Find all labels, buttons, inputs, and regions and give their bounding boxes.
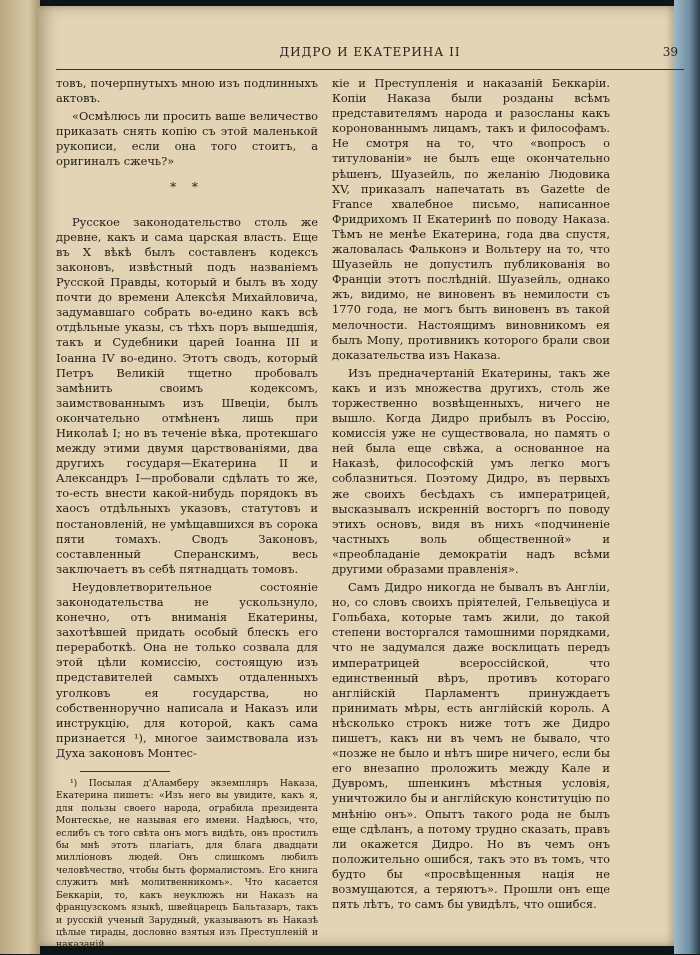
page-header: [56, 45, 684, 70]
page-number: 39: [662, 45, 678, 59]
paragraph: кіе и Преступленія и наказаній Беккаріи. Копіи Наказа были розданы всѣмъ представителямъ народа и разосланы какъ коронованнымъ лицамъ, такъ и философамъ. Не смотря на то, что «вопросъ о титулованіи» не былъ еще окончательно рѣшенъ, Шуазейль, по желанію Людовика XV, приказалъ напечатать въ Gazette de France хвалебное письмо, написанное Фридрихомъ II Екатеринѣ по поводу Наказа. Тѣмъ не менѣе Екатерина, года два спустя, жаловалась Фальконэ и Вольтеру на то, что Шуазейль не допустилъ публикованія во Франціи этотъ послѣдній. Шуазейль, однако жъ, видимо, не виновенъ въ немилости съ 1770 года, не могъ быть виновенъ въ такой мелочности. Настоящимъ виновникомъ ея былъ Мопу, противникъ которого брали свои доказательства изъ Наказа.: [332, 76, 610, 362]
footnote-rule: [80, 771, 170, 772]
paragraph: Русское законодательство столь же древне, какъ и сама царская власть. Еще въ X вѣкѣ былъ составленъ кодексъ законовъ, извѣстный подъ названіемъ Русской Правды, который и былъ въ ходу почти до времени Алексѣя Михайловича, задумавшаго собрать во-едино какъ всѣ отдѣльные указы, съ тѣхъ поръ вышедшія, такъ и Судебники царей Іоанна III и Іоанна IV во-едино. Этотъ сводъ, который Петръ Великій тщетно пробовалъ замѣнить своимъ кодексомъ, заимствованнымъ изъ Швеціи, былъ окончательно отмѣненъ лишь при Николаѣ I; но въ теченіе вѣка, протекшаго между этими двумя царствованіями, два другихъ государя—Екатерина II и Александръ I—пробовали сдѣлать то же, то-есть внести какой-нибудь порядокъ въ хаосъ отдѣльныхъ указовъ, статутовъ и постановленій, не умѣщавшихся въ сорока пяти томахъ. Сводъ Законовъ, составленный Сперанскимъ, весь заключаетъ въ себѣ пятнадцать томовъ.: [56, 214, 318, 576]
paragraph: Самъ Дидро никогда не бывалъ въ Англіи, но, со словъ своихъ пріятелей, Гельвеціуса и Гольбаха, которые тамъ жили, до такой степени восторгался тамошними порядками, что не задумался даже восклицать передъ императрицей всероссійской, что единственный вѣръ, противъ котораго англійскій Парламентъ принуждаетъ принимать мѣры, есть англійскій король. А нѣсколько строкъ ниже тотъ же Дидро пишетъ, какъ ни въ чемъ не бывало, что «позже не было и нѣтъ шире ничего, если бы его внезапно проложить между Кале и Дувромъ, шпенкинъ мѣстныя условія, уничтожило бы и англійскую конституцію по мнѣнію онъ». Опытъ такого рода не былъ еще сдѣланъ, а потому трудно сказать, правъ ли окажется Дидро. Но въ чемъ онъ положительно ошибся, такъ это въ томъ, что будто бы «просвѣщенныя нація не возмущаются, а теряютъ». Прошли онъ еще пять лѣтъ, то самъ бы увидѣлъ, что ошибся.: [332, 580, 610, 912]
paragraph: товъ, почерпнутыхъ мною изъ подлинныхъ актовъ.: [56, 76, 318, 106]
footnote: ¹) Посылая д'Аламберу экземпляръ Наказа, Екатерина пишетъ: «Изъ него вы увидите, какъ я, для пользы своего народа, ограбила президента Монтескье, не называя его имени. Надѣюсь, что, еслибъ съ того свѣта онъ могъ видѣть, онъ простилъ бы мнѣ этотъ плагіатъ, для блага двадцати милліоновъ людей. Онъ слишкомъ любилъ человѣчество, чтобы быть формалистомъ. Его книга служитъ мнѣ молитвенникомъ». Что касается Беккаріи, то, какъ неуклюжъ ни Наказъ на французскомъ языкѣ, швейцарецъ Бальтазаръ, такъ и русскій ученый Зарудный, указываютъ въ Наказѣ цѣлые тирады, дословно взятыя изъ Преступленій и наказаній.: [56, 778, 318, 951]
adjacent-page-edge: [0, 0, 40, 954]
book-cover-edge: [674, 0, 700, 954]
right-column: [332, 76, 610, 915]
paragraph: Изъ предначертаній Екатерины, такъ же какъ и изъ множества другихъ, столь же торжественно возвѣщенныхъ, ничего не вышло. Когда Дидро прибылъ въ Россію, комиссія уже не существовала, но память о ней была еще свѣжа, а основанное на Наказѣ, философскій умъ легко могъ соблазниться. Поэтому Дидро, въ первыхъ же своихъ бесѣдахъ съ императрицей, высказывалъ искренній восторгъ по поводу этихъ основъ, видя въ нихъ «подчиненіе частныхъ воль общественной» и «преобладаніе демократіи надъ всѣми другими образами правленія».: [332, 365, 610, 576]
left-column: [56, 76, 318, 955]
running-title: ДИДРО И ЕКАТЕРИНА II: [279, 45, 461, 59]
section-divider: * *: [170, 179, 204, 194]
paragraph: «Осмѣлюсь ли просить ваше величество приказать снять копію съ этой маленькой рукописи, если она того стоитъ, а оригиналъ сжечь?»: [56, 109, 318, 169]
paragraph: Неудовлетворительное состояніе законодательства не ускользнуло, конечно, отъ вниманія Екатерины, захотѣвшей придать особый блескъ его переработкѣ. Она не только созвала для этой цѣли комиссію, состоящую изъ представителей самыхъ отдаленныхъ уголковъ ея государства, но собственноручно написала и Наказъ или инструкцію, для которой, какъ сама признается ¹), многое заимствовала изъ Духа законовъ Монтес-: [56, 579, 318, 760]
